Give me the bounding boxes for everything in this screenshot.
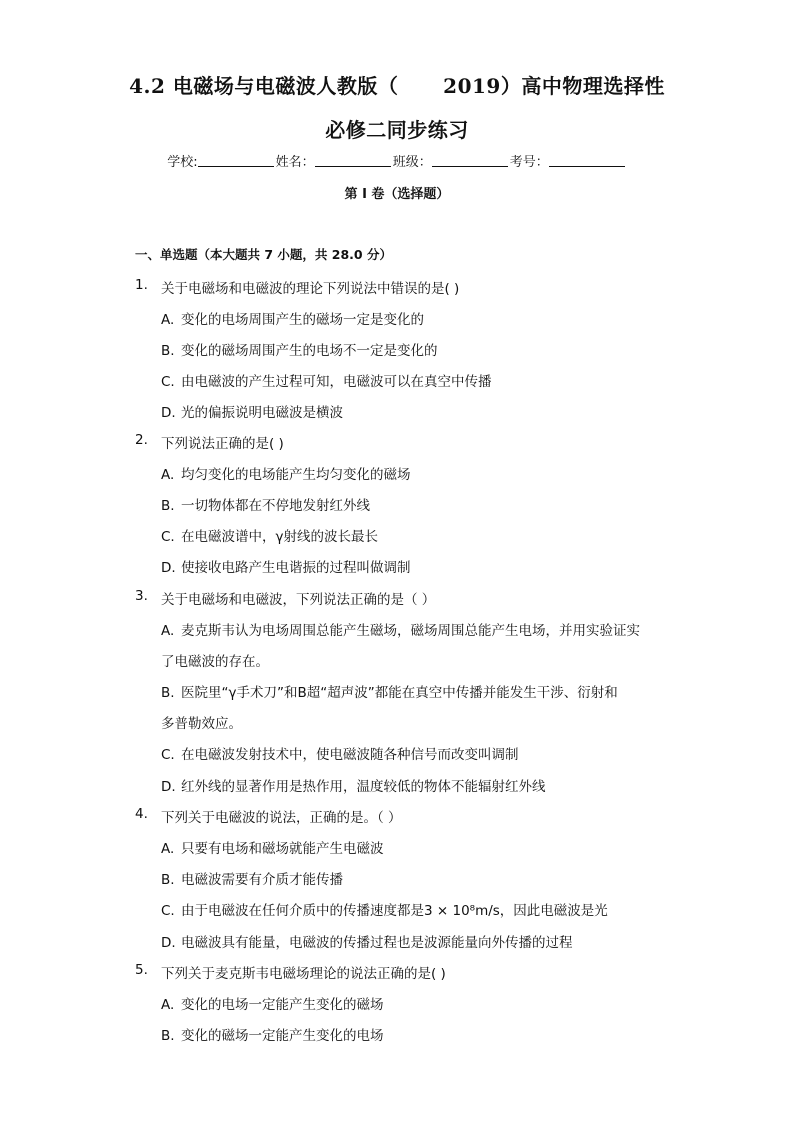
number-blank — [549, 154, 625, 167]
option-line — [161, 494, 370, 514]
option-text: 在电磁波谱中，γ射线的波长最长 — [181, 529, 378, 545]
option-line — [161, 370, 492, 390]
name-blank — [315, 154, 391, 167]
option-text: 电磁波具有能量，电磁波的传播过程也是波源能量向外传播的过程 — [181, 935, 573, 951]
option-letter: B. — [161, 872, 175, 888]
option-letter: D. — [161, 779, 176, 795]
option-line — [161, 401, 343, 421]
question-number: 4. — [135, 806, 148, 822]
option-line — [161, 868, 343, 888]
option-continuation: 了电磁波的存在。 — [161, 654, 269, 670]
option-text: 均匀变化的电场能产生均匀变化的磁场 — [181, 467, 411, 483]
option-line — [161, 308, 424, 328]
option-letter: D. — [161, 405, 176, 421]
option-letter: A. — [161, 312, 175, 328]
option-line — [161, 463, 411, 483]
question-number: 5. — [135, 962, 148, 978]
school-label: 学校: — [167, 155, 198, 170]
option-letter: D. — [161, 560, 176, 576]
question-stem: 下列关于电磁波的说法，正确的是。（ ） — [161, 810, 402, 826]
option-line — [161, 775, 546, 795]
option-letter: D. — [161, 935, 176, 951]
option-line — [161, 837, 384, 857]
option-letter: B. — [161, 1028, 175, 1044]
option-line — [161, 931, 573, 951]
option-text: 在电磁波发射技术中，使电磁波随各种信号而改变叫调制 — [181, 747, 519, 763]
school-blank — [198, 154, 274, 167]
option-text: 光的偏振说明电磁波是横波 — [181, 405, 343, 421]
page-title-line-2: 必修二同步练习 — [325, 118, 469, 142]
option-text: 变化的磁场一定能产生变化的电场 — [181, 1028, 384, 1044]
option-text: 变化的电场周围产生的磁场一定是变化的 — [181, 312, 424, 328]
option-text: 红外线的显著作用是热作用，温度较低的物体不能辐射红外线 — [181, 779, 546, 795]
option-text: 由电磁波的产生过程可知，电磁波可以在真空中传播 — [181, 374, 492, 390]
option-text: 麦克斯韦认为电场周围总能产生磁场，磁场周围总能产生电场，并用实验证实 — [181, 623, 640, 639]
question-number: 2. — [135, 432, 148, 448]
option-letter: A. — [161, 841, 175, 857]
class-label: 班级： — [392, 155, 432, 170]
option-line — [161, 1024, 384, 1044]
question-number: 1. — [135, 277, 148, 293]
option-text: 变化的电场一定能产生变化的磁场 — [181, 997, 384, 1013]
option-line — [161, 525, 378, 545]
option-line — [161, 993, 384, 1013]
question-stem: 下列关于麦克斯韦电磁场理论的说法正确的是( ) — [161, 966, 446, 982]
option-line — [161, 556, 411, 576]
option-letter: B. — [161, 498, 175, 514]
number-label: 考号： — [509, 155, 549, 170]
option-line — [161, 899, 608, 919]
option-line — [161, 619, 640, 639]
option-text: 一切物体都在不停地发射红外线 — [181, 498, 370, 514]
option-letter: A. — [161, 623, 175, 639]
section-heading: 一、单选题（本大题共 7 小题，共 28.0 分） — [135, 247, 392, 262]
question-stem: 下列说法正确的是( ) — [161, 436, 284, 452]
question-stem: 关于电磁场和电磁波的理论下列说法中错误的是( ) — [161, 281, 460, 297]
option-letter: A. — [161, 467, 175, 483]
option-letter: B. — [161, 685, 175, 701]
option-text: 只要有电场和磁场就能产生电磁波 — [181, 841, 384, 857]
option-continuation: 多普勒效应。 — [161, 716, 242, 732]
option-line — [161, 339, 438, 359]
option-line — [161, 681, 618, 701]
option-letter: C. — [161, 747, 175, 763]
option-letter: B. — [161, 343, 175, 359]
question-stem: 关于电磁场和电磁波，下列说法正确的是（ ） — [161, 592, 436, 608]
option-line — [161, 743, 519, 763]
option-letter: C. — [161, 903, 175, 919]
option-text: 医院里“γ手术刀”和B超“超声波”都能在真空中传播并能发生干涉、衍射和 — [181, 685, 618, 701]
option-letter: C. — [161, 374, 175, 390]
volume-heading: 第 I 卷（选择题） — [344, 187, 450, 202]
page-title-line-1: 4.2 电磁场与电磁波人教版（ 2019）高中物理选择性 — [129, 74, 665, 98]
option-letter: C. — [161, 529, 175, 545]
class-blank — [432, 154, 508, 167]
option-text: 使接收电路产生电谐振的过程叫做调制 — [181, 560, 411, 576]
question-number: 3. — [135, 588, 148, 604]
name-label: 姓名： — [275, 155, 315, 170]
student-info-row — [0, 151, 794, 170]
option-letter: A. — [161, 997, 175, 1013]
option-text: 电磁波需要有介质才能传播 — [181, 872, 343, 888]
option-text: 变化的磁场周围产生的电场不一定是变化的 — [181, 343, 438, 359]
option-text: 由于电磁波在任何介质中的传播速度都是3 × 10⁸m/s，因此电磁波是光 — [181, 903, 608, 919]
